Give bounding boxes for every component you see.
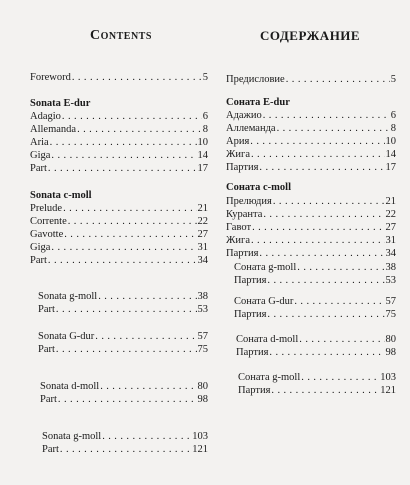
entry-label: Соната g-moll — [238, 372, 301, 383]
toc-entry-foreword[interactable] — [30, 72, 208, 84]
leader-dots — [301, 372, 379, 384]
contents-title-russian: СОДЕРЖАНИЕ — [260, 28, 361, 43]
toc-entry[interactable] — [236, 347, 396, 359]
entry-label: Sonata g-moll — [42, 431, 102, 442]
leader-dots — [277, 123, 390, 135]
toc-entry[interactable] — [38, 331, 208, 343]
entry-label: Партия — [234, 309, 267, 320]
leader-dots — [102, 431, 191, 443]
entry-label: Партия — [238, 385, 271, 396]
leader-dots — [58, 394, 197, 406]
section-heading-sonata-c-moll: Sonata c-moll — [30, 190, 92, 201]
entry-page: 5 — [202, 72, 208, 83]
entry-label: Партия — [236, 347, 269, 358]
entry-label: Прелюдия — [226, 196, 272, 207]
toc-entry[interactable] — [30, 124, 208, 136]
toc-entry[interactable] — [38, 291, 208, 303]
leader-dots — [100, 381, 196, 393]
entry-page: 57 — [385, 296, 396, 307]
toc-entry[interactable] — [226, 235, 396, 247]
entry-label: Ария — [226, 136, 250, 147]
entry-label: Adagio — [30, 111, 61, 122]
entry-label: Партия — [226, 162, 259, 173]
toc-entry[interactable] — [30, 150, 208, 162]
leader-dots — [267, 309, 384, 321]
toc-entry[interactable] — [30, 216, 208, 228]
entry-page: 80 — [197, 381, 208, 392]
entry-label: Предисловие — [226, 74, 285, 85]
entry-page: 38 — [197, 291, 208, 302]
entry-page: 103 — [380, 372, 396, 383]
entry-label: Part — [38, 344, 55, 355]
leader-dots — [297, 262, 384, 274]
leader-dots — [51, 150, 196, 162]
entry-page: 8 — [202, 124, 208, 135]
toc-entry[interactable] — [30, 242, 208, 254]
toc-entry[interactable] — [40, 381, 208, 393]
entry-label: Адажио — [226, 110, 262, 121]
leader-dots — [60, 444, 191, 456]
entry-page: 6 — [390, 110, 396, 121]
entry-page: 22 — [385, 209, 396, 220]
toc-entry[interactable] — [226, 162, 396, 174]
toc-entry[interactable] — [238, 372, 396, 384]
entry-page: 98 — [197, 394, 208, 405]
entry-label: Sonata G-dur — [38, 331, 95, 342]
toc-entry[interactable] — [226, 196, 396, 208]
section-heading-sonata-e-dur: Sonata E-dur — [30, 98, 91, 109]
toc-entry[interactable] — [234, 275, 396, 287]
toc-entry[interactable] — [234, 309, 396, 321]
entry-label: Соната d-moll — [236, 334, 299, 345]
entry-page: 17 — [197, 163, 208, 174]
entry-page: 17 — [385, 162, 396, 173]
entry-label: Гавот — [226, 222, 252, 233]
entry-label: Giga — [30, 150, 51, 161]
toc-entry[interactable] — [42, 444, 208, 456]
entry-page: 31 — [385, 235, 396, 246]
toc-entry[interactable] — [226, 110, 396, 122]
entry-page: 10 — [197, 137, 208, 148]
entry-label: Foreword — [30, 72, 71, 83]
toc-entry[interactable] — [38, 304, 208, 316]
entry-page: 121 — [192, 444, 208, 455]
entry-page: 34 — [197, 255, 208, 266]
entry-page: 80 — [385, 334, 396, 345]
leader-dots — [263, 209, 384, 221]
entry-page: 21 — [197, 203, 208, 214]
entry-page: 121 — [380, 385, 396, 396]
toc-entry[interactable] — [226, 222, 396, 234]
leader-dots — [286, 74, 390, 86]
entry-label: Allemanda — [30, 124, 77, 135]
leader-dots — [95, 331, 196, 343]
leader-dots — [72, 72, 202, 84]
toc-entry[interactable] — [30, 137, 208, 149]
entry-label: Соната g-moll — [234, 262, 297, 273]
leader-dots — [56, 304, 197, 316]
entry-label: Corrente — [30, 216, 67, 227]
entry-page: 31 — [197, 242, 208, 253]
entry-page: 5 — [390, 74, 396, 85]
leader-dots — [259, 248, 384, 260]
leader-dots — [250, 136, 384, 148]
leader-dots — [251, 149, 385, 161]
toc-entry[interactable] — [234, 262, 396, 274]
toc-entry[interactable] — [226, 209, 396, 221]
entry-page: 57 — [197, 331, 208, 342]
leader-dots — [251, 235, 385, 247]
leader-dots — [269, 347, 384, 359]
leader-dots — [63, 203, 196, 215]
entry-label: Part — [40, 394, 57, 405]
entry-page: 8 — [390, 123, 396, 134]
leader-dots — [64, 229, 196, 241]
toc-entry[interactable] — [42, 431, 208, 443]
section-heading-sonata-e-dur: Соната E-dur — [226, 97, 290, 108]
entry-page: 75 — [385, 309, 396, 320]
leader-dots — [51, 242, 196, 254]
entry-label: Prelude — [30, 203, 63, 214]
entry-page: 38 — [385, 262, 396, 273]
leader-dots — [98, 291, 196, 303]
entry-page: 21 — [385, 196, 396, 207]
entry-label: Giga — [30, 242, 51, 253]
toc-entry[interactable] — [40, 394, 208, 406]
entry-page: 27 — [385, 222, 396, 233]
entry-label: Gavotte — [30, 229, 64, 240]
leader-dots — [273, 196, 385, 208]
section-heading-sonata-c-moll: Соната c-moll — [226, 182, 292, 193]
entry-label: Куранта — [226, 209, 263, 220]
entry-label: Sonata d-moll — [40, 381, 100, 392]
entry-label: Part — [30, 163, 47, 174]
leader-dots — [252, 222, 384, 234]
leader-dots — [48, 163, 197, 175]
toc-entry[interactable] — [30, 229, 208, 241]
entry-label: Соната G-dur — [234, 296, 294, 307]
leader-dots — [294, 296, 384, 308]
leader-dots — [48, 255, 197, 267]
entry-label: Аллеманда — [226, 123, 276, 134]
leader-dots — [263, 110, 390, 122]
toc-entry[interactable] — [38, 344, 208, 356]
leader-dots — [267, 275, 384, 287]
leader-dots — [50, 137, 197, 149]
toc-entry[interactable] — [226, 248, 396, 260]
entry-page: 53 — [197, 304, 208, 315]
entry-page: 75 — [197, 344, 208, 355]
toc-entry[interactable] — [234, 296, 396, 308]
entry-label: Part — [38, 304, 55, 315]
toc-entry[interactable] — [236, 334, 396, 346]
entry-page: 14 — [197, 150, 208, 161]
entry-label: Aria — [30, 137, 49, 148]
toc-entry[interactable] — [30, 203, 208, 215]
entry-page: 34 — [385, 248, 396, 259]
contents-title: Contents — [90, 28, 152, 43]
entry-page: 14 — [385, 149, 396, 160]
leader-dots — [62, 111, 202, 123]
leader-dots — [259, 162, 384, 174]
entry-page: 53 — [385, 275, 396, 286]
leader-dots — [77, 124, 202, 136]
entry-label: Партия — [234, 275, 267, 286]
entry-label: Жига — [226, 235, 250, 246]
leader-dots — [68, 216, 197, 228]
entry-label: Партия — [226, 248, 259, 259]
entry-page: 6 — [202, 111, 208, 122]
toc-entry[interactable] — [226, 123, 396, 135]
toc-entry-foreword[interactable] — [226, 74, 396, 86]
toc-entry[interactable] — [238, 385, 396, 397]
contents-column-english — [30, 0, 208, 485]
entry-page: 103 — [192, 431, 208, 442]
leader-dots — [299, 334, 384, 346]
toc-entry[interactable] — [30, 255, 208, 267]
toc-entry[interactable] — [30, 111, 208, 123]
leader-dots — [271, 385, 379, 397]
entry-label: Part — [42, 444, 59, 455]
toc-entry[interactable] — [226, 149, 396, 161]
entry-label: Part — [30, 255, 47, 266]
entry-page: 98 — [385, 347, 396, 358]
toc-entry[interactable] — [30, 163, 208, 175]
toc-entry[interactable] — [226, 136, 396, 148]
leader-dots — [56, 344, 197, 356]
entry-page: 22 — [197, 216, 208, 227]
entry-label: Жига — [226, 149, 250, 160]
entry-page: 10 — [385, 136, 396, 147]
entry-label: Sonata g-moll — [38, 291, 98, 302]
contents-column-russian — [226, 0, 396, 485]
entry-page: 27 — [197, 229, 208, 240]
